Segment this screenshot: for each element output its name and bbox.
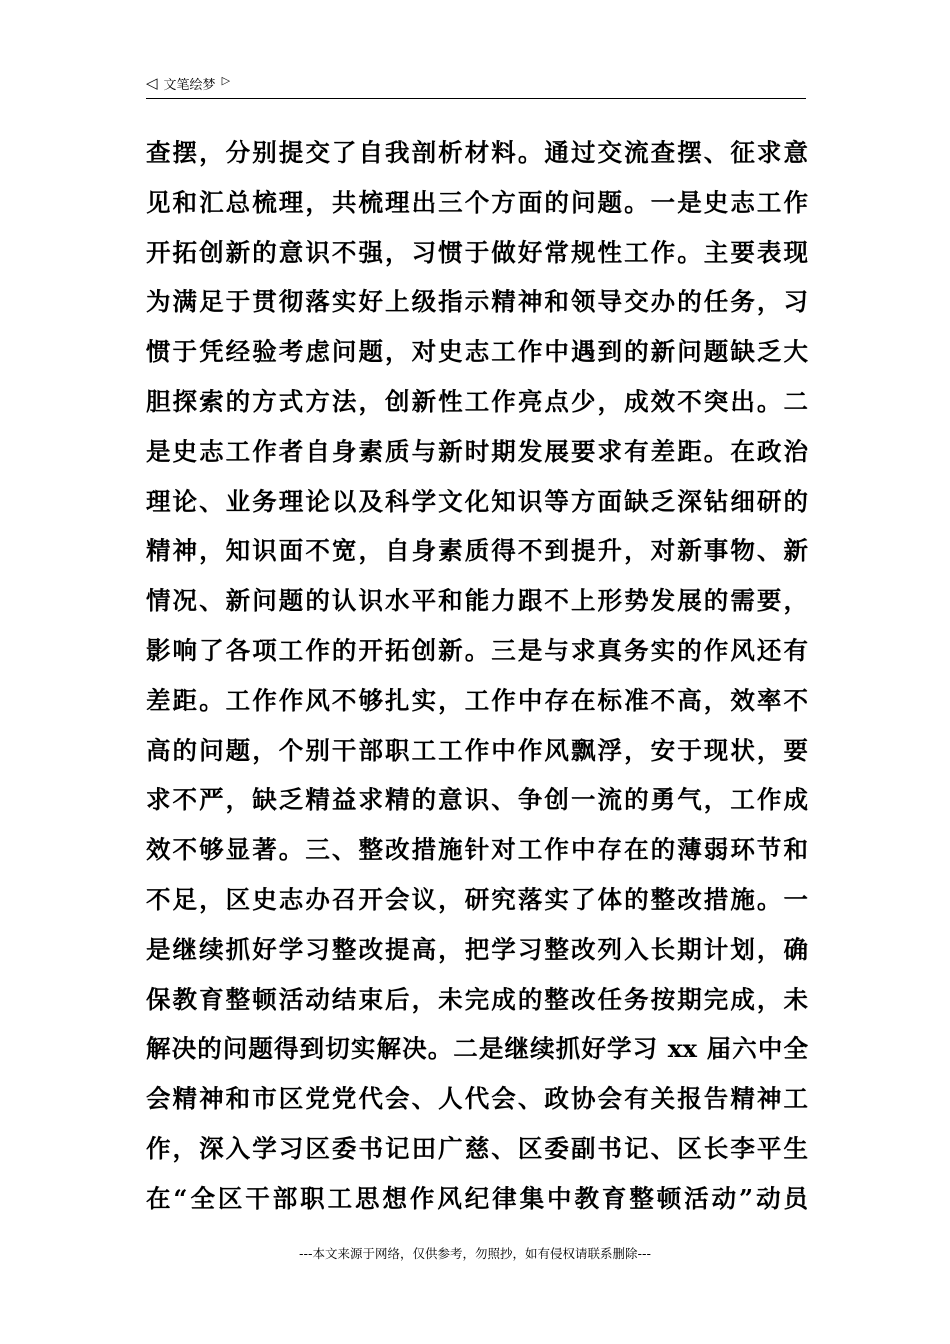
header-title: 文笔绘梦 (163, 78, 216, 93)
text-line: 情况、新问题的认识水平和能力跟不上形势发展的需要， (146, 586, 808, 616)
text-line: 不足，区史志办召开会议，研究落实了体的整改措施。一 (146, 884, 808, 914)
text-line: 效不够显著。三、整改措施针对工作中存在的薄弱环节和 (146, 835, 808, 865)
text-line: 查摆，分别提交了自我剖析材料。通过交流查摆、征求意 (146, 138, 808, 167)
document-body (146, 128, 808, 1224)
text-line: 差距。工作作风不够扎实，工作中存在标准不高，效率不 (146, 685, 808, 715)
triangle-left-icon: ◁ (146, 74, 158, 92)
footer-disclaimer: ---本文来源于网络，仅供参考，勿照抄，如有侵权请联系删除--- (298, 1246, 652, 1261)
text-line: 作，深入学习区委书记田广慈、区委副书记、区长李平生 (146, 1133, 808, 1163)
text-line: 在“全区干部职工思想作风纪律集中教育整顿活动”动员 (146, 1183, 808, 1213)
text-line: 见和汇总梳理，共梳理出三个方面的问题。一是史志工作 (146, 187, 808, 217)
page-header (146, 72, 806, 99)
text-line: 影响了各项工作的开拓创新。三是与求真务实的作风还有 (146, 635, 808, 665)
text-line: 精神，知识面不宽，自身素质得不到提升，对新事物、新 (146, 536, 808, 566)
triangle-right-icon: ▷ (221, 74, 231, 87)
text-line: 高的问题，个别干部职工工作中作风飘浮，安于现状，要 (146, 735, 808, 765)
text-line: 会精神和市区党党代会、人代会、政协会有关报告精神工 (146, 1084, 808, 1114)
text-line: 惯于凭经验考虑问题，对史志工作中遇到的新问题缺乏大 (146, 337, 808, 367)
text-line: 解决的问题得到切实解决。二是继续抓好学习 xx 届六中全 (146, 1034, 808, 1064)
text-line: 保教育整顿活动结束后，未完成的整改任务按期完成，未 (146, 984, 808, 1014)
text-line: 求不严，缺乏精益求精的意识、争创一流的勇气，工作成 (146, 785, 808, 815)
text-line: 为满足于贯彻落实好上级指示精神和领导交办的任务，习 (146, 287, 808, 317)
text-line: 是史志工作者自身素质与新时期发展要求有差距。在政治 (146, 436, 808, 466)
text-line: 开拓创新的意识不强，习惯于做好常规性工作。主要表现 (146, 237, 808, 267)
text-line: 胆探索的方式方法，创新性工作亮点少，成效不突出。二 (146, 386, 808, 416)
header-brand (146, 74, 230, 93)
text-line: 理论、业务理论以及科学文化知识等方面缺乏深钻细研的 (146, 486, 808, 516)
text-line: 是继续抓好学习整改提高，把学习整改列入长期计划，确 (146, 934, 808, 964)
